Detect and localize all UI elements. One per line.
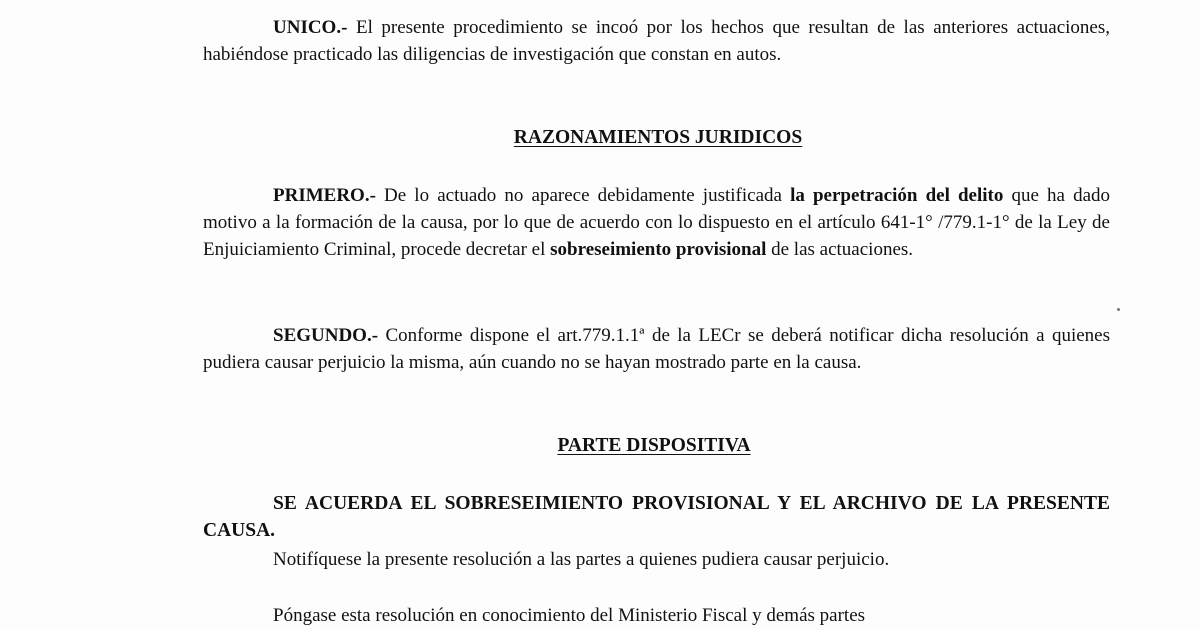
heading-razonamientos-juridicos: RAZONAMIENTOS JURIDICOS	[513, 127, 803, 148]
text-unico: El presente procedimiento se incoó por los hechos que resultan de las anteriores actuaciones, habiéndose practicado las diligencias de investigación que constan en autos.	[203, 17, 1111, 65]
paragraph-segundo	[203, 322, 1110, 376]
text-segundo: Conforme dispone el art.779.1.1ª de la LECr se deberá notificar dicha resolución a quienes pudiera causar perjuicio la misma, aún cuando no se hayan mostrado parte en la causa.	[203, 325, 1110, 373]
bold-sobreseimiento: sobreseimiento provisional	[550, 239, 767, 260]
label-segundo: SEGUNDO.-	[273, 325, 379, 346]
paragraph-unico	[203, 14, 1110, 68]
text-primero-2: que ha dado motivo a la formación de la causa, por lo que de acuerdo con lo dispuesto en el artículo 641-1° /779.1-1° de la Ley de Enjuiciamiento Criminal, procede decretar el	[203, 185, 1111, 260]
bold-perpetracion: la perpetración del delito	[790, 185, 1004, 206]
paragraph-primero	[203, 182, 1110, 263]
label-unico: UNICO.-	[273, 17, 348, 38]
paragraph-notifiquese	[203, 546, 1110, 573]
text-primero-1: De lo actuado no aparece debidamente justificada	[384, 185, 782, 206]
text-notifiquese: Notifíquese la presente resolución a las partes a quienes pudiera causar perjuicio.	[273, 549, 890, 570]
paragraph-acuerdo	[203, 490, 1110, 544]
text-pongase: Póngase esta resolución en conocimiento del Ministerio Fiscal y demás partes	[273, 605, 866, 626]
label-primero: PRIMERO.-	[273, 185, 376, 206]
text-primero-3: de las actuaciones.	[771, 239, 914, 260]
paragraph-pongase	[203, 602, 1110, 629]
heading-parte-dispositiva: PARTE DISPOSITIVA	[557, 435, 751, 456]
scan-speck	[1117, 308, 1120, 311]
text-acuerdo: SE ACUERDA EL SOBRESEIMIENTO PROVISIONAL Y EL ARCHIVO DE LA PRESENTE CAUSA.	[203, 493, 1110, 541]
